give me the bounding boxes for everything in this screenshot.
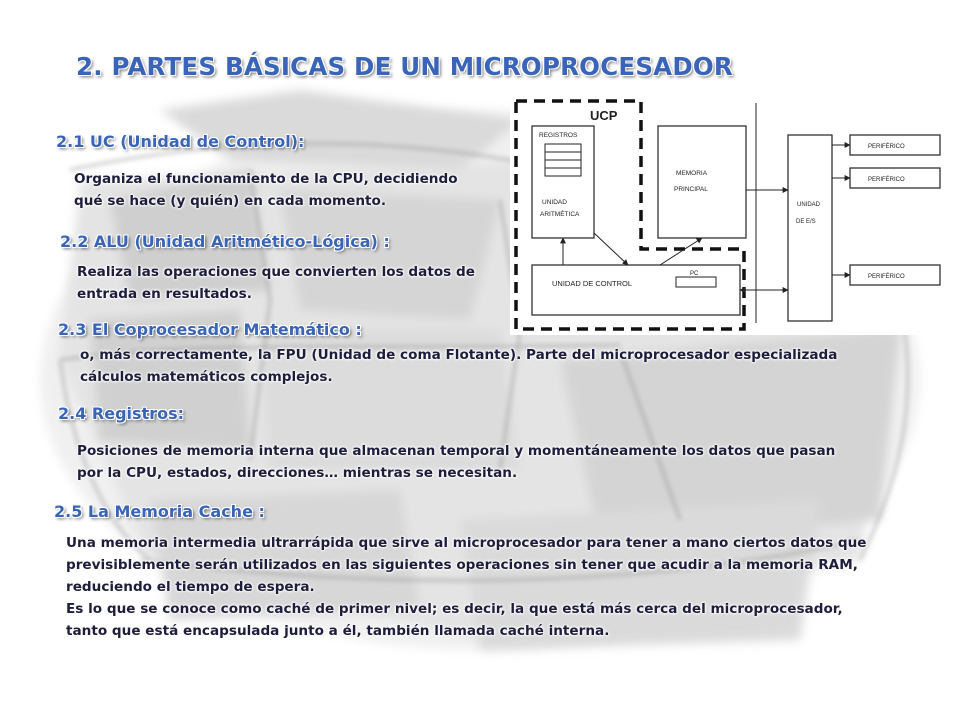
heading-registros: 2.4 Registros: [58,404,184,423]
paragraph-line: previsiblemente serán utilizados en las siguientes operaciones sin tener que acudir a la memoria RAM, [66,557,858,573]
unidad-control-label: UNIDAD DE CONTROL [552,279,633,288]
paragraph-line: entrada en resultados. [77,286,252,302]
heading-uc: 2.1 UC (Unidad de Control): [56,132,305,151]
paragraph-registros [77,440,835,484]
paragraph-line: o, más correctamente, la FPU (Unidad de coma Flotante). Parte del microprocesador especializada [80,347,838,363]
periferico-label-1: PERIFÉRICO [868,144,905,150]
memoria-label-line1: MEMORIA [676,170,708,177]
paragraph-line: Una memoria intermedia ultrarrápida que sirve al microprocesador para tener a mano ciertos datos que [66,535,867,551]
alu-label-line2: ARITMÉTICA [540,211,580,218]
registros-label: REGISTROS [539,132,578,139]
pc-register-box [676,277,716,287]
paragraph-line: Organiza el funcionamiento de la CPU, decidiendo [74,171,458,187]
paragraph-uc [74,168,458,212]
pc-label: PC [690,271,699,277]
paragraph-line: tanto que está encapsulada junto a él, también llamada caché interna. [66,623,610,639]
heading-coprocesador: 2.3 El Coprocesador Matemático : [58,320,362,339]
paragraph-line: por la CPU, estados, direcciones… mientras se necesitan. [77,465,518,481]
unidad-es-label-line1: UNIDAD [797,202,821,208]
unidad-es-box [788,135,832,321]
memoria-principal-box [658,126,746,238]
paragraph-line: Posiciones de memoria interna que almacenan temporal y momentáneamente los datos que pasan [77,443,836,459]
paragraph-line: Es lo que se conoce como caché de primer nivel; es decir, la que está más cerca del microprocesador, [66,601,843,617]
paragraph-line: Realiza las operaciones que convierten los datos de [77,264,475,280]
alu-label-line1: UNIDAD [542,199,567,206]
alu-box [532,126,594,238]
paragraph-line: cálculos matemáticos complejos. [80,369,333,385]
cpu-block-diagram [510,93,950,335]
ucp-label: UCP [590,108,618,123]
memoria-label-line2: PRINCIPAL [674,186,708,193]
heading-alu: 2.2 ALU (Unidad Aritmético-Lógica) : [60,232,390,251]
paragraph-cache [66,532,867,642]
paragraph-coprocesador [80,344,837,388]
periferico-label-3: PERIFÉRICO [868,274,905,280]
register-stack [545,144,581,176]
page-title: 2. PARTES BÁSICAS DE UN MICROPROCESADOR [76,52,733,81]
paragraph-line: reduciendo el tiempo de espera. [66,579,315,595]
unidad-es-label-line2: DE E/S [796,219,816,225]
paragraph-alu [77,261,475,305]
unidad-control-box [532,265,740,315]
paragraph-line: qué se hace (y quién) en cada momento. [74,193,387,209]
heading-cache: 2.5 La Memoria Cache : [54,502,265,521]
periferico-label-2: PERIFÉRICO [868,177,905,183]
